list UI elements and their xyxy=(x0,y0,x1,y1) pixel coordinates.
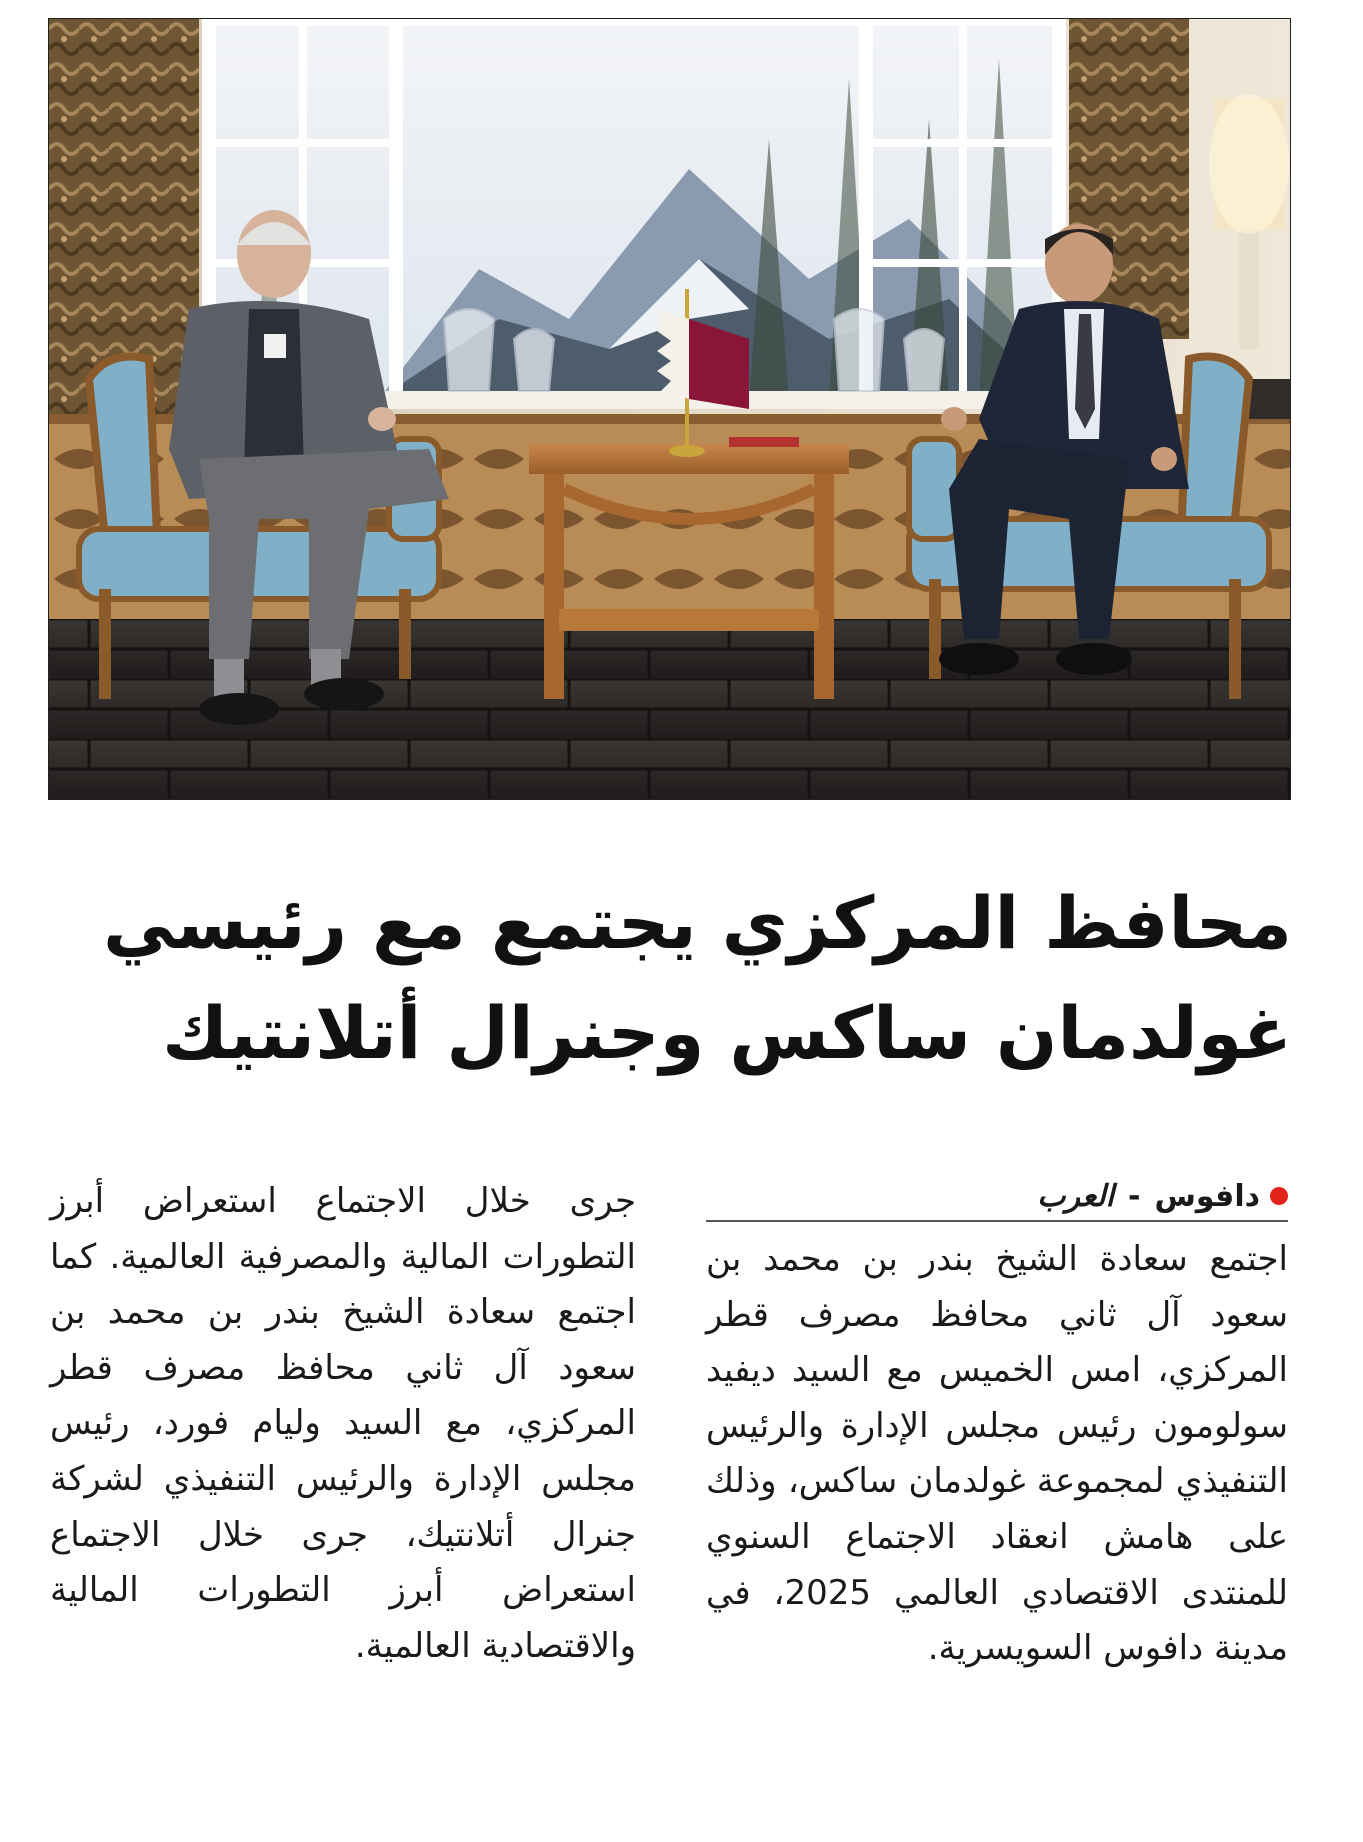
source-logo: العرب xyxy=(1037,1178,1115,1214)
article-column-left: جرى خلال الاجتماع استعراض أبرز التطورات المالية والمصرفية العالمية. كما اجتمع سعادة الشيخ بندر بن محمد بن سعود آل ثاني محافظ مصرف قطر المركزي، مع السيد وليام فورد، رئيس مجلس الإدارة والرئيس التنفيذي لشركة جنرال أتلانتيك، جرى خلال الاجتماع استعراض أبرز التطورات المالية والاقتصادية العالمية. xyxy=(50,1181,636,1666)
article-photo xyxy=(48,18,1291,800)
headline-line-1: محافظ المركزي يجتمع مع رئيسي xyxy=(103,881,1292,965)
headline-line-2: غولدمان ساكس وجنرال أتلانتيك xyxy=(162,991,1292,1075)
red-dot-icon xyxy=(1270,1187,1288,1205)
meeting-photo-illustration xyxy=(49,19,1290,799)
article-column-right: اجتمع سعادة الشيخ بندر بن محمد بن سعود آل ثاني محافظ مصرف قطر المركزي، امس الخميس مع السيد ديفيد سولومون رئيس مجلس الإدارة والرئيس التنفيذي لمجموعة غولدمان ساكس، وذلك على هامش انعقاد الاجتماع السنوي للمنتدى الاقتصادي العالمي 2025، في مدينة دافوس السويسرية. xyxy=(706,1239,1288,1669)
dateline xyxy=(706,1172,1288,1222)
headline xyxy=(60,868,1292,1088)
dateline-place: دافوس xyxy=(1154,1178,1260,1214)
dateline-separator: - xyxy=(1128,1178,1141,1214)
